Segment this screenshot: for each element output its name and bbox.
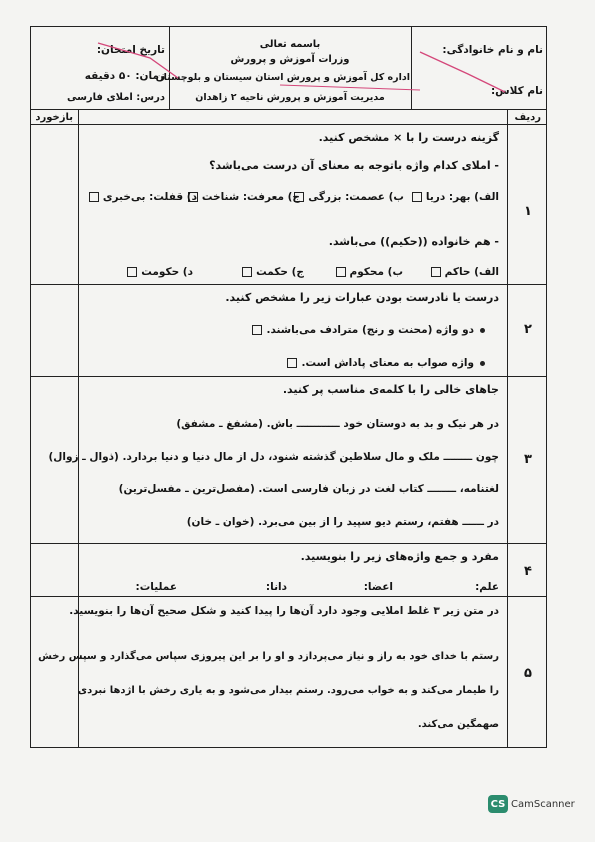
q1-part-b: - هم خانواده ((حکیم)) می‌باشد.	[328, 235, 499, 248]
q1a-option-1[interactable]	[408, 191, 499, 203]
q4-word-1: علم:	[475, 581, 499, 593]
q1a-checkbox-4[interactable]	[89, 192, 99, 202]
q3-item-1: در هر نیک و بد به دوستان خود ــــــــــــ باش. (مشفغ ـ مشفق)	[176, 418, 499, 430]
camscanner-watermark	[488, 795, 575, 813]
q3-number: ۳	[524, 452, 532, 467]
q1a-option-2[interactable]	[290, 191, 404, 203]
q1b-checkbox-2[interactable]	[336, 267, 346, 277]
row1-bottom-line	[30, 284, 547, 285]
q5-number: ۵	[524, 666, 532, 681]
camscanner-logo-icon: CS	[488, 795, 508, 813]
q1a-option-4-label: د) قفلت: بی‌خبری	[102, 191, 197, 203]
q1a-option-3[interactable]	[184, 191, 300, 203]
q1b-option-2-label: ب) محکوم	[349, 266, 403, 278]
feedback-header: بازخورد	[35, 112, 73, 123]
row2-bottom-line	[30, 376, 547, 377]
camscanner-name: CamScanner	[511, 798, 575, 810]
exam-date-label: تاریخ امتحان:	[96, 44, 165, 56]
header-divider-right	[411, 26, 412, 110]
q2-instruction: درست یا نادرست بودن عبارات زیر را مشخص کنید.	[225, 291, 499, 304]
q2-number: ۲	[524, 322, 532, 337]
bullet-icon	[480, 361, 485, 366]
table-header-line	[30, 124, 547, 125]
q1b-option-2[interactable]	[332, 266, 403, 278]
q1a-option-3-label: ج) معرفت: شناخت	[201, 191, 300, 203]
q1b-checkbox-3[interactable]	[242, 267, 252, 277]
q2-checkbox-1[interactable]	[252, 325, 262, 335]
q1a-checkbox-1[interactable]	[412, 192, 422, 202]
q4-number: ۴	[524, 564, 532, 579]
q5-instruction: در متن زیر ۳ غلط املایی وجود دارد آن‌ها را پیدا کنید و شکل صحیح آن‌ها را بنویسید.	[69, 605, 499, 617]
q2-checkbox-2[interactable]	[287, 358, 297, 368]
bullet-icon	[480, 328, 485, 333]
row4-bottom-line	[30, 596, 547, 597]
row3-bottom-line	[30, 543, 547, 544]
q4-word-4: عملیات:	[135, 581, 177, 593]
q4-word-3: دانا:	[265, 581, 287, 593]
q3-instruction: جاهای خالی را با کلمه‌ی مناسب پر کنید.	[282, 383, 499, 396]
q3-item-2: چون ــــــــ ملک و مال سلاطین گذشته شنود، دل از مال دنیا و دنیا بردارد. (ذوال ـ زوال)	[48, 451, 499, 463]
radif-column-line	[507, 109, 508, 748]
q1b-option-1[interactable]	[427, 266, 499, 278]
q1b-option-1-label: الف) حاکم	[444, 266, 499, 278]
student-name-label: نام و نام خانوادگی:	[442, 44, 543, 56]
exam-sheet	[30, 26, 547, 748]
q2-item-1	[248, 324, 485, 336]
q1a-option-4[interactable]	[85, 191, 197, 203]
q1b-option-4[interactable]	[123, 266, 193, 278]
exam-subject-label: درس: املای فارسی	[66, 92, 165, 103]
q1b-checkbox-4[interactable]	[127, 267, 137, 277]
q1a-option-2-label: ب) عصمت: بزرگی	[308, 191, 404, 203]
q1b-option-3-label: ج) حکمت	[256, 266, 304, 278]
q1-number: ۱	[524, 204, 532, 219]
q1-instruction: گزینه درست را با × مشخص کنید.	[318, 131, 499, 144]
q1b-option-3[interactable]	[238, 266, 304, 278]
header-line-1: باسمه تعالی	[259, 39, 321, 50]
q5-text-line-1: رستم با خدای خود به راز و نیاز می‌پردازد و او را بر این پیروزی سپاس می‌گذارد و سپس رخش	[38, 651, 499, 662]
q1-part-a: - املای کدام واژه باتوجه به معنای آن درست می‌باشد؟	[209, 159, 499, 172]
class-name-label: نام کلاس:	[490, 85, 543, 97]
exam-time-label: زمان: ۵۰ دقیقه	[84, 70, 165, 82]
q2-item-1-text: دو واژه (محنت و رنج) مترادف می‌باشند.	[266, 324, 474, 336]
header-line-3: اداره کل آموزش و پرورش استان سیستان و بلوچستان	[155, 72, 410, 83]
q1b-option-4-label: د) حکومت	[141, 266, 193, 278]
header-line-2: وزرات آموزش و پرورش	[230, 54, 350, 65]
q1a-option-1-label: الف) بهر: دریا	[425, 191, 499, 203]
q5-text-line-2: را طیمار می‌کند و به خواب می‌رود. رستم بیدار می‌شود و به یاری رخش با اژدها نبردی	[77, 685, 499, 696]
header-line-4: مدیریت آموزش و پرورش ناحیه ۲ زاهدان	[195, 92, 385, 103]
header-bottom-line	[30, 109, 547, 110]
q3-item-4: در ــــــ هفتم، رستم دیو سپید را از بین می‌برد. (خوان ـ خان)	[186, 516, 499, 528]
q4-instruction: مفرد و جمع واژه‌های زیر را بنویسید.	[300, 550, 499, 563]
q2-item-2-text: واژه صواب به معنای پاداش است.	[301, 357, 474, 369]
radif-header: ردیف	[514, 112, 541, 123]
q5-text-line-3: صهمگین می‌کند.	[417, 719, 499, 730]
q3-item-3: لغتنامه، ــــــــ کتاب لغت در زبان فارسی است. (مفصل‌ترین ـ مفسل‌ترین)	[118, 483, 499, 495]
q4-word-2: اعضا:	[363, 581, 393, 593]
q1b-checkbox-1[interactable]	[431, 267, 441, 277]
q2-item-2	[283, 357, 485, 369]
